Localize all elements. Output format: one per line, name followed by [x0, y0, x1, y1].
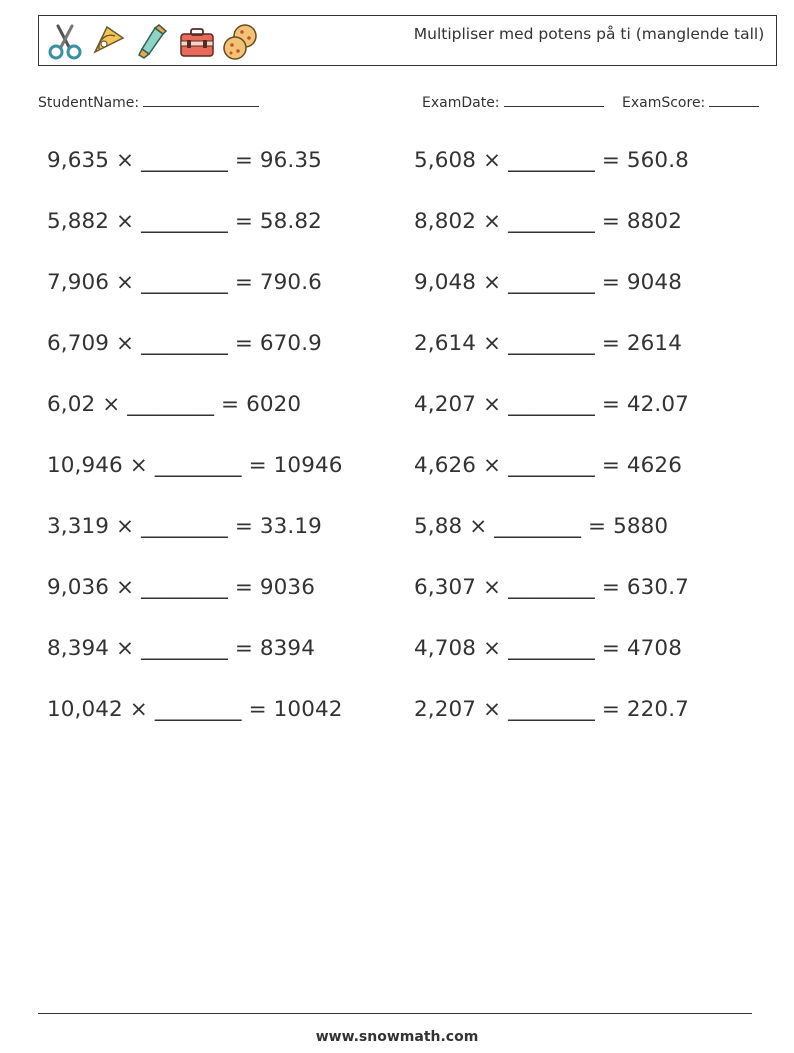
problem-factor: 4,207 — [414, 392, 477, 417]
worksheet-title: Multipliser med potens på ti (manglende tall) — [413, 25, 765, 43]
problem-factor: 9,036 — [47, 575, 110, 600]
problem-item — [47, 209, 322, 234]
equals-sign: = — [601, 331, 620, 356]
problem-result: 2614 — [626, 331, 682, 356]
problem-item — [414, 331, 682, 356]
answer-blank: ________ — [508, 636, 595, 661]
problem-item — [414, 514, 668, 539]
problem-result: 33.19 — [259, 514, 322, 539]
problem-result: 4708 — [626, 636, 682, 661]
problem-factor: 8,394 — [47, 636, 110, 661]
equals-sign: = — [234, 270, 253, 295]
exam-date-label: ExamDate: — [422, 95, 500, 111]
problem-item — [47, 636, 315, 661]
answer-blank: ________ — [141, 575, 228, 600]
answer-blank: ________ — [508, 331, 595, 356]
answer-blank: ________ — [508, 209, 595, 234]
multiply-sign: × — [483, 148, 502, 173]
problem-result: 96.35 — [259, 148, 322, 173]
equals-sign: = — [234, 514, 253, 539]
answer-blank: ________ — [141, 331, 228, 356]
multiply-sign: × — [469, 514, 488, 539]
multiply-sign: × — [483, 209, 502, 234]
problem-item — [414, 697, 689, 722]
problem-result: 670.9 — [259, 331, 322, 356]
equals-sign: = — [234, 209, 253, 234]
answer-blank: ________ — [141, 209, 228, 234]
multiply-sign: × — [483, 697, 502, 722]
equals-sign: = — [221, 392, 240, 417]
problem-factor: 6,709 — [47, 331, 110, 356]
exam-score-blank — [709, 93, 759, 107]
problem-item — [414, 270, 682, 295]
multiply-sign: × — [102, 392, 121, 417]
multiply-sign: × — [483, 575, 502, 600]
answer-blank: ________ — [508, 270, 595, 295]
equals-sign: = — [601, 209, 620, 234]
problem-result: 10042 — [273, 697, 343, 722]
briefcase-icon — [177, 22, 217, 62]
scissors-icon — [45, 22, 85, 62]
student-name-blank — [143, 93, 259, 107]
student-name-label: StudentName: — [38, 95, 140, 111]
problem-item — [47, 331, 322, 356]
problem-item — [414, 575, 689, 600]
exam-date-field — [422, 93, 604, 111]
multiply-sign: × — [129, 697, 148, 722]
answer-blank: ________ — [508, 148, 595, 173]
problem-item — [414, 636, 682, 661]
worksheet-header — [38, 15, 777, 66]
problem-item — [414, 392, 689, 417]
problem-result: 6020 — [246, 392, 302, 417]
problem-factor: 9,635 — [47, 148, 110, 173]
problem-factor: 9,048 — [414, 270, 477, 295]
exam-date-blank — [504, 93, 604, 107]
answer-blank: ________ — [154, 453, 242, 478]
equals-sign: = — [234, 148, 253, 173]
multiply-sign: × — [116, 331, 135, 356]
problem-item — [47, 453, 343, 478]
equals-sign: = — [248, 697, 267, 722]
equals-sign: = — [234, 331, 253, 356]
problem-item — [47, 392, 301, 417]
problem-factor: 5,608 — [414, 148, 477, 173]
multiply-sign: × — [116, 636, 135, 661]
multiply-sign: × — [116, 209, 135, 234]
footer-site: www.snowmath.com — [315, 1029, 479, 1045]
problem-factor: 7,906 — [47, 270, 110, 295]
problem-result: 8802 — [626, 209, 682, 234]
multiply-sign: × — [116, 270, 135, 295]
answer-blank: ________ — [508, 453, 595, 478]
problem-result: 9048 — [626, 270, 682, 295]
equals-sign: = — [234, 636, 253, 661]
problem-factor: 4,626 — [414, 453, 477, 478]
answer-blank: ________ — [508, 392, 595, 417]
multiply-sign: × — [483, 270, 502, 295]
problem-result: 9036 — [259, 575, 315, 600]
equals-sign: = — [588, 514, 607, 539]
answer-blank: ________ — [154, 697, 242, 722]
problem-result: 220.7 — [626, 697, 689, 722]
problem-item — [47, 148, 322, 173]
problem-factor: 3,319 — [47, 514, 110, 539]
highlighter-icon — [133, 22, 173, 62]
multiply-sign: × — [129, 453, 148, 478]
protractor-icon — [89, 22, 129, 62]
equals-sign: = — [601, 575, 620, 600]
problem-item — [414, 148, 689, 173]
problem-item — [47, 270, 322, 295]
answer-blank: ________ — [508, 697, 595, 722]
answer-blank: ________ — [141, 636, 228, 661]
equals-sign: = — [601, 697, 620, 722]
equals-sign: = — [601, 148, 620, 173]
answer-blank: ________ — [508, 575, 595, 600]
multiply-sign: × — [483, 453, 502, 478]
student-name-field — [38, 93, 259, 111]
problem-result: 58.82 — [259, 209, 322, 234]
equals-sign: = — [601, 636, 620, 661]
cookie-icon — [221, 22, 261, 62]
equals-sign: = — [248, 453, 267, 478]
equals-sign: = — [601, 270, 620, 295]
problem-item — [414, 209, 682, 234]
problem-factor: 5,882 — [47, 209, 110, 234]
multiply-sign: × — [116, 148, 135, 173]
problem-factor: 10,946 — [47, 453, 123, 478]
header-icons — [45, 22, 261, 62]
problem-result: 630.7 — [626, 575, 689, 600]
answer-blank: ________ — [141, 514, 228, 539]
problem-item — [47, 697, 343, 722]
problem-result: 10946 — [273, 453, 343, 478]
problem-factor: 2,614 — [414, 331, 477, 356]
answer-blank: ________ — [141, 270, 228, 295]
problem-item — [47, 514, 322, 539]
problem-factor: 10,042 — [47, 697, 123, 722]
answer-blank: ________ — [141, 148, 228, 173]
problem-result: 42.07 — [626, 392, 689, 417]
equals-sign: = — [601, 392, 620, 417]
multiply-sign: × — [483, 392, 502, 417]
footer-divider — [38, 1013, 752, 1014]
answer-blank: ________ — [127, 392, 215, 417]
multiply-sign: × — [483, 636, 502, 661]
multiply-sign: × — [483, 331, 502, 356]
problem-factor: 6,02 — [47, 392, 96, 417]
problem-factor: 6,307 — [414, 575, 477, 600]
exam-score-field — [622, 93, 759, 111]
problem-factor: 2,207 — [414, 697, 477, 722]
multiply-sign: × — [116, 575, 135, 600]
problem-factor: 8,802 — [414, 209, 477, 234]
exam-score-label: ExamScore: — [622, 95, 706, 111]
answer-blank: ________ — [494, 514, 582, 539]
problem-item — [414, 453, 682, 478]
problem-factor: 5,88 — [414, 514, 463, 539]
problem-result: 560.8 — [626, 148, 689, 173]
equals-sign: = — [601, 453, 620, 478]
problem-result: 5880 — [613, 514, 669, 539]
multiply-sign: × — [116, 514, 135, 539]
problem-item — [47, 575, 315, 600]
equals-sign: = — [234, 575, 253, 600]
problem-result: 790.6 — [259, 270, 322, 295]
problem-result: 4626 — [626, 453, 682, 478]
problem-factor: 4,708 — [414, 636, 477, 661]
problem-result: 8394 — [259, 636, 315, 661]
